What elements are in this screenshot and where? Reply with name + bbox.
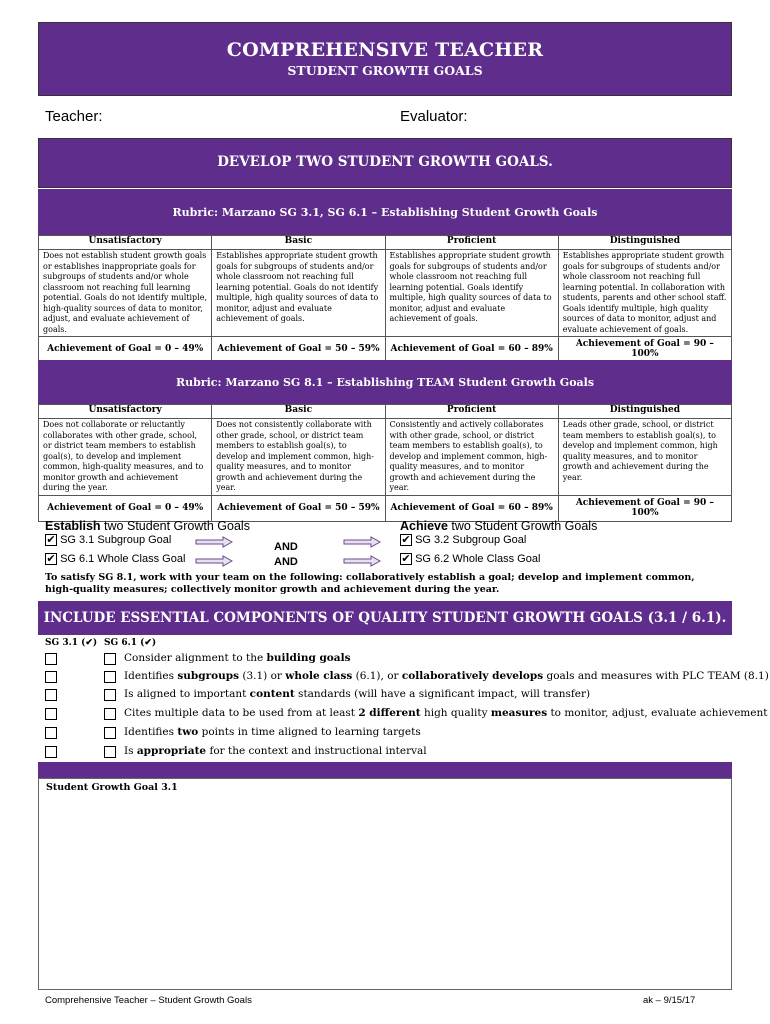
- sg61-criterion-checkbox[interactable]: [104, 708, 116, 720]
- rubric1-cell: Does not establish student growth goals or establishes inappropriate goals for subgroups of students and/or whole classroom not reaching full learning potential. Goals do not identify multiple, high-quality sources of data to monitor, adjust, and evaluate achievement of goals.: [39, 250, 212, 337]
- establish-heading: [45, 519, 250, 533]
- sg62-label: SG 6.2 Whole Class Goal: [415, 553, 541, 565]
- rubric2-table: [38, 404, 732, 522]
- rubric2-achievement: Achievement of Goal = 50 – 59%: [212, 495, 385, 521]
- rubric2-cell: Consistently and actively collaborates with other grade, school, or district team members to establish goal(s), to develop and implement common, high-quality measures, and to monitor growth and achievement during the year.: [385, 419, 558, 496]
- rubric2-header: Distinguished: [558, 405, 731, 419]
- criterion-fragment: Consider alignment to the: [124, 652, 267, 664]
- rubric2-title: Rubric: Marzano SG 8.1 – Establishing TEAM Student Growth Goals: [38, 360, 732, 404]
- criterion-fragment: Is: [124, 745, 137, 757]
- satisfy-note: To satisfy SG 8.1, work with your team on the following: collaboratively establish a goal; develop and implement common, high-quality measures; collectively monitor growth and achievement during the year.: [45, 572, 695, 595]
- rubric2-achievement: Achievement of Goal = 60 – 89%: [385, 495, 558, 521]
- criterion-fragment: standards (will have a significant impact, will transfer): [294, 688, 591, 700]
- rubric2-header: Unsatisfactory: [39, 405, 212, 419]
- criterion-emphasis: measures: [490, 707, 548, 719]
- criterion-text: [124, 745, 427, 757]
- components-banner: INCLUDE ESSENTIAL COMPONENTS OF QUALITY STUDENT GROWTH GOALS (3.1 / 6.1).: [38, 601, 732, 635]
- arrow-right-icon: [195, 536, 233, 548]
- establish-rest: two Student Growth Goals: [100, 519, 250, 533]
- criterion-fragment: Is aligned to important: [124, 688, 250, 700]
- sg61-label: SG 6.1 Whole Class Goal: [60, 553, 186, 565]
- criterion-emphasis: 2 different: [358, 707, 421, 719]
- criterion-fragment: (3.1) or: [239, 670, 286, 682]
- teacher-field[interactable]: [108, 124, 388, 125]
- arrow-right-icon: [195, 555, 233, 567]
- develop-banner: DEVELOP TWO STUDENT GROWTH GOALS.: [38, 138, 732, 188]
- sg31-criterion-checkbox[interactable]: [45, 727, 57, 739]
- sg31-criterion-checkbox[interactable]: [45, 689, 57, 701]
- criterion-fragment: Identifies: [124, 726, 178, 738]
- page-title: COMPREHENSIVE TEACHER: [226, 39, 544, 61]
- criterion-text: [124, 726, 421, 738]
- criterion-emphasis: subgroups: [177, 670, 240, 682]
- rubric2-achievement: Achievement of Goal = 90 – 100%: [558, 495, 731, 521]
- criterion-emphasis: whole class: [285, 670, 353, 682]
- rubric2-achievement: Achievement of Goal = 0 – 49%: [39, 495, 212, 521]
- criterion-emphasis: content: [249, 688, 295, 700]
- rubric2-header: Basic: [212, 405, 385, 419]
- rubric2-cell: Leads other grade, school, or district team members to establish goal(s), to develop and implement common, high quality measures, and to monitor growth and achievement during the year.: [558, 419, 731, 496]
- criterion-text: [124, 707, 767, 719]
- rubric1-table: [38, 235, 732, 362]
- page-subtitle: STUDENT GROWTH GOALS: [287, 63, 483, 78]
- and-label: AND: [274, 541, 298, 553]
- goal-box-label: Student Growth Goal 3.1: [46, 782, 178, 793]
- sg61-row: [45, 553, 185, 565]
- rubric2-header: Proficient: [385, 405, 558, 419]
- sg31-checkbox[interactable]: ✔: [46, 534, 56, 547]
- sg61-checkbox[interactable]: ✔: [46, 553, 56, 566]
- arrow-right-icon: [343, 536, 381, 548]
- criterion-text: [124, 688, 590, 700]
- page-header: [38, 22, 732, 96]
- criterion-emphasis: appropriate: [136, 745, 207, 757]
- rubric1-achievement: Achievement of Goal = 50 – 59%: [212, 337, 385, 362]
- rubric1-cell: Establishes appropriate student growth goals for subgroups of students and/or whole classroom not reaching full learning potential. Goals identify multiple, high quality sources of data to monitor, adjust and evaluate achievement of goals.: [385, 250, 558, 337]
- sg61-criterion-checkbox[interactable]: [104, 671, 116, 683]
- sg31-criterion-checkbox[interactable]: [45, 671, 57, 683]
- criterion-fragment: Identifies: [124, 670, 178, 682]
- evaluator-field[interactable]: [475, 124, 725, 125]
- criterion-emphasis: building goals: [266, 652, 351, 664]
- goal-box[interactable]: [38, 778, 732, 990]
- rubric1-achievement: Achievement of Goal = 0 – 49%: [39, 337, 212, 362]
- sg32-row: [400, 534, 526, 546]
- sg61-criterion-checkbox[interactable]: [104, 689, 116, 701]
- criterion-fragment: (6.1), or: [352, 670, 402, 682]
- criterion-emphasis: two: [177, 726, 199, 738]
- sg32-label: SG 3.2 Subgroup Goal: [415, 534, 527, 546]
- sg61-criterion-checkbox[interactable]: [104, 653, 116, 665]
- sg62-checkbox[interactable]: ✔: [401, 553, 411, 566]
- criterion-fragment: high quality: [420, 707, 491, 719]
- sg61-column-header: SG 6.1 (✔): [104, 638, 157, 648]
- rubric1-title: Rubric: Marzano SG 3.1, SG 6.1 – Establishing Student Growth Goals: [38, 189, 732, 235]
- rubric1-cell: Establishes appropriate student growth goals for subgroups of students and/or whole classroom not reaching full learning potential. In collaboration with students, parents and other school staff. Goals identify multiple, high quality sources of data to monitor, adjust and evaluate achievement of goals.: [558, 250, 731, 337]
- rubric1-cell: Establishes appropriate student growth goals for subgroups of students and/or whole classroom not reaching full learning potential. Goals do not identify multiple, high quality sources of data to monitor, adjust and evaluate achievement of goals.: [212, 250, 385, 337]
- evaluator-label: Evaluator:: [400, 108, 468, 125]
- sg31-column-header: SG 3.1 (✔): [45, 638, 98, 648]
- criterion-fragment: to monitor, adjust, evaluate achievement: [547, 707, 768, 719]
- rubric1-achievement: Achievement of Goal = 60 – 89%: [385, 337, 558, 362]
- sg31-criterion-checkbox[interactable]: [45, 653, 57, 665]
- achieve-bold: Achieve: [400, 519, 448, 533]
- criterion-text: [124, 670, 769, 682]
- establish-bold: Establish: [45, 519, 101, 533]
- and-label: AND: [274, 556, 298, 568]
- sg31-row: [45, 534, 171, 546]
- sg31-label: SG 3.1 Subgroup Goal: [60, 534, 172, 546]
- footer-right: ak – 9/15/17: [643, 995, 696, 1006]
- criterion-fragment: for the context and instructional interval: [206, 745, 427, 757]
- sg31-criterion-checkbox[interactable]: [45, 708, 57, 720]
- rubric1-header: Distinguished: [558, 236, 731, 250]
- criterion-text: [124, 652, 351, 664]
- teacher-label: Teacher:: [45, 108, 103, 125]
- rubric2-cell: Does not collaborate or reluctantly collaborates with other grade, school, or district team members to establish goal(s), to develop and implement common, high-quality measures, and to monitor growth and achievement during the year.: [39, 419, 212, 496]
- rubric2-cell: Does not consistently collaborate with other grade, school, or district team members to establish goal(s), to develop and implement common, high-quality measures, and to monitor growth and achievement during the year.: [212, 419, 385, 496]
- rubric1-header: Proficient: [385, 236, 558, 250]
- rubric1-header: Basic: [212, 236, 385, 250]
- sg62-row: [400, 553, 540, 565]
- sg31-criterion-checkbox[interactable]: [45, 746, 57, 758]
- sg61-criterion-checkbox[interactable]: [104, 746, 116, 758]
- footer-left: Comprehensive Teacher – Student Growth Goals: [45, 995, 252, 1006]
- criterion-fragment: Cites multiple data to be used from at least: [124, 707, 359, 719]
- rubric1-header: Unsatisfactory: [39, 236, 212, 250]
- achieve-heading: [400, 519, 597, 533]
- criterion-fragment: points in time aligned to learning targets: [198, 726, 421, 738]
- criterion-fragment: goals and measures with PLC TEAM (8.1): [543, 670, 769, 682]
- achieve-rest: two Student Growth Goals: [447, 519, 598, 533]
- criterion-emphasis: collaboratively develops: [401, 670, 544, 682]
- rubric1-achievement: Achievement of Goal = 90 – 100%: [558, 337, 731, 362]
- arrow-right-icon: [343, 555, 381, 567]
- divider-band: [38, 762, 732, 778]
- sg32-checkbox[interactable]: ✔: [401, 534, 411, 547]
- sg61-criterion-checkbox[interactable]: [104, 727, 116, 739]
